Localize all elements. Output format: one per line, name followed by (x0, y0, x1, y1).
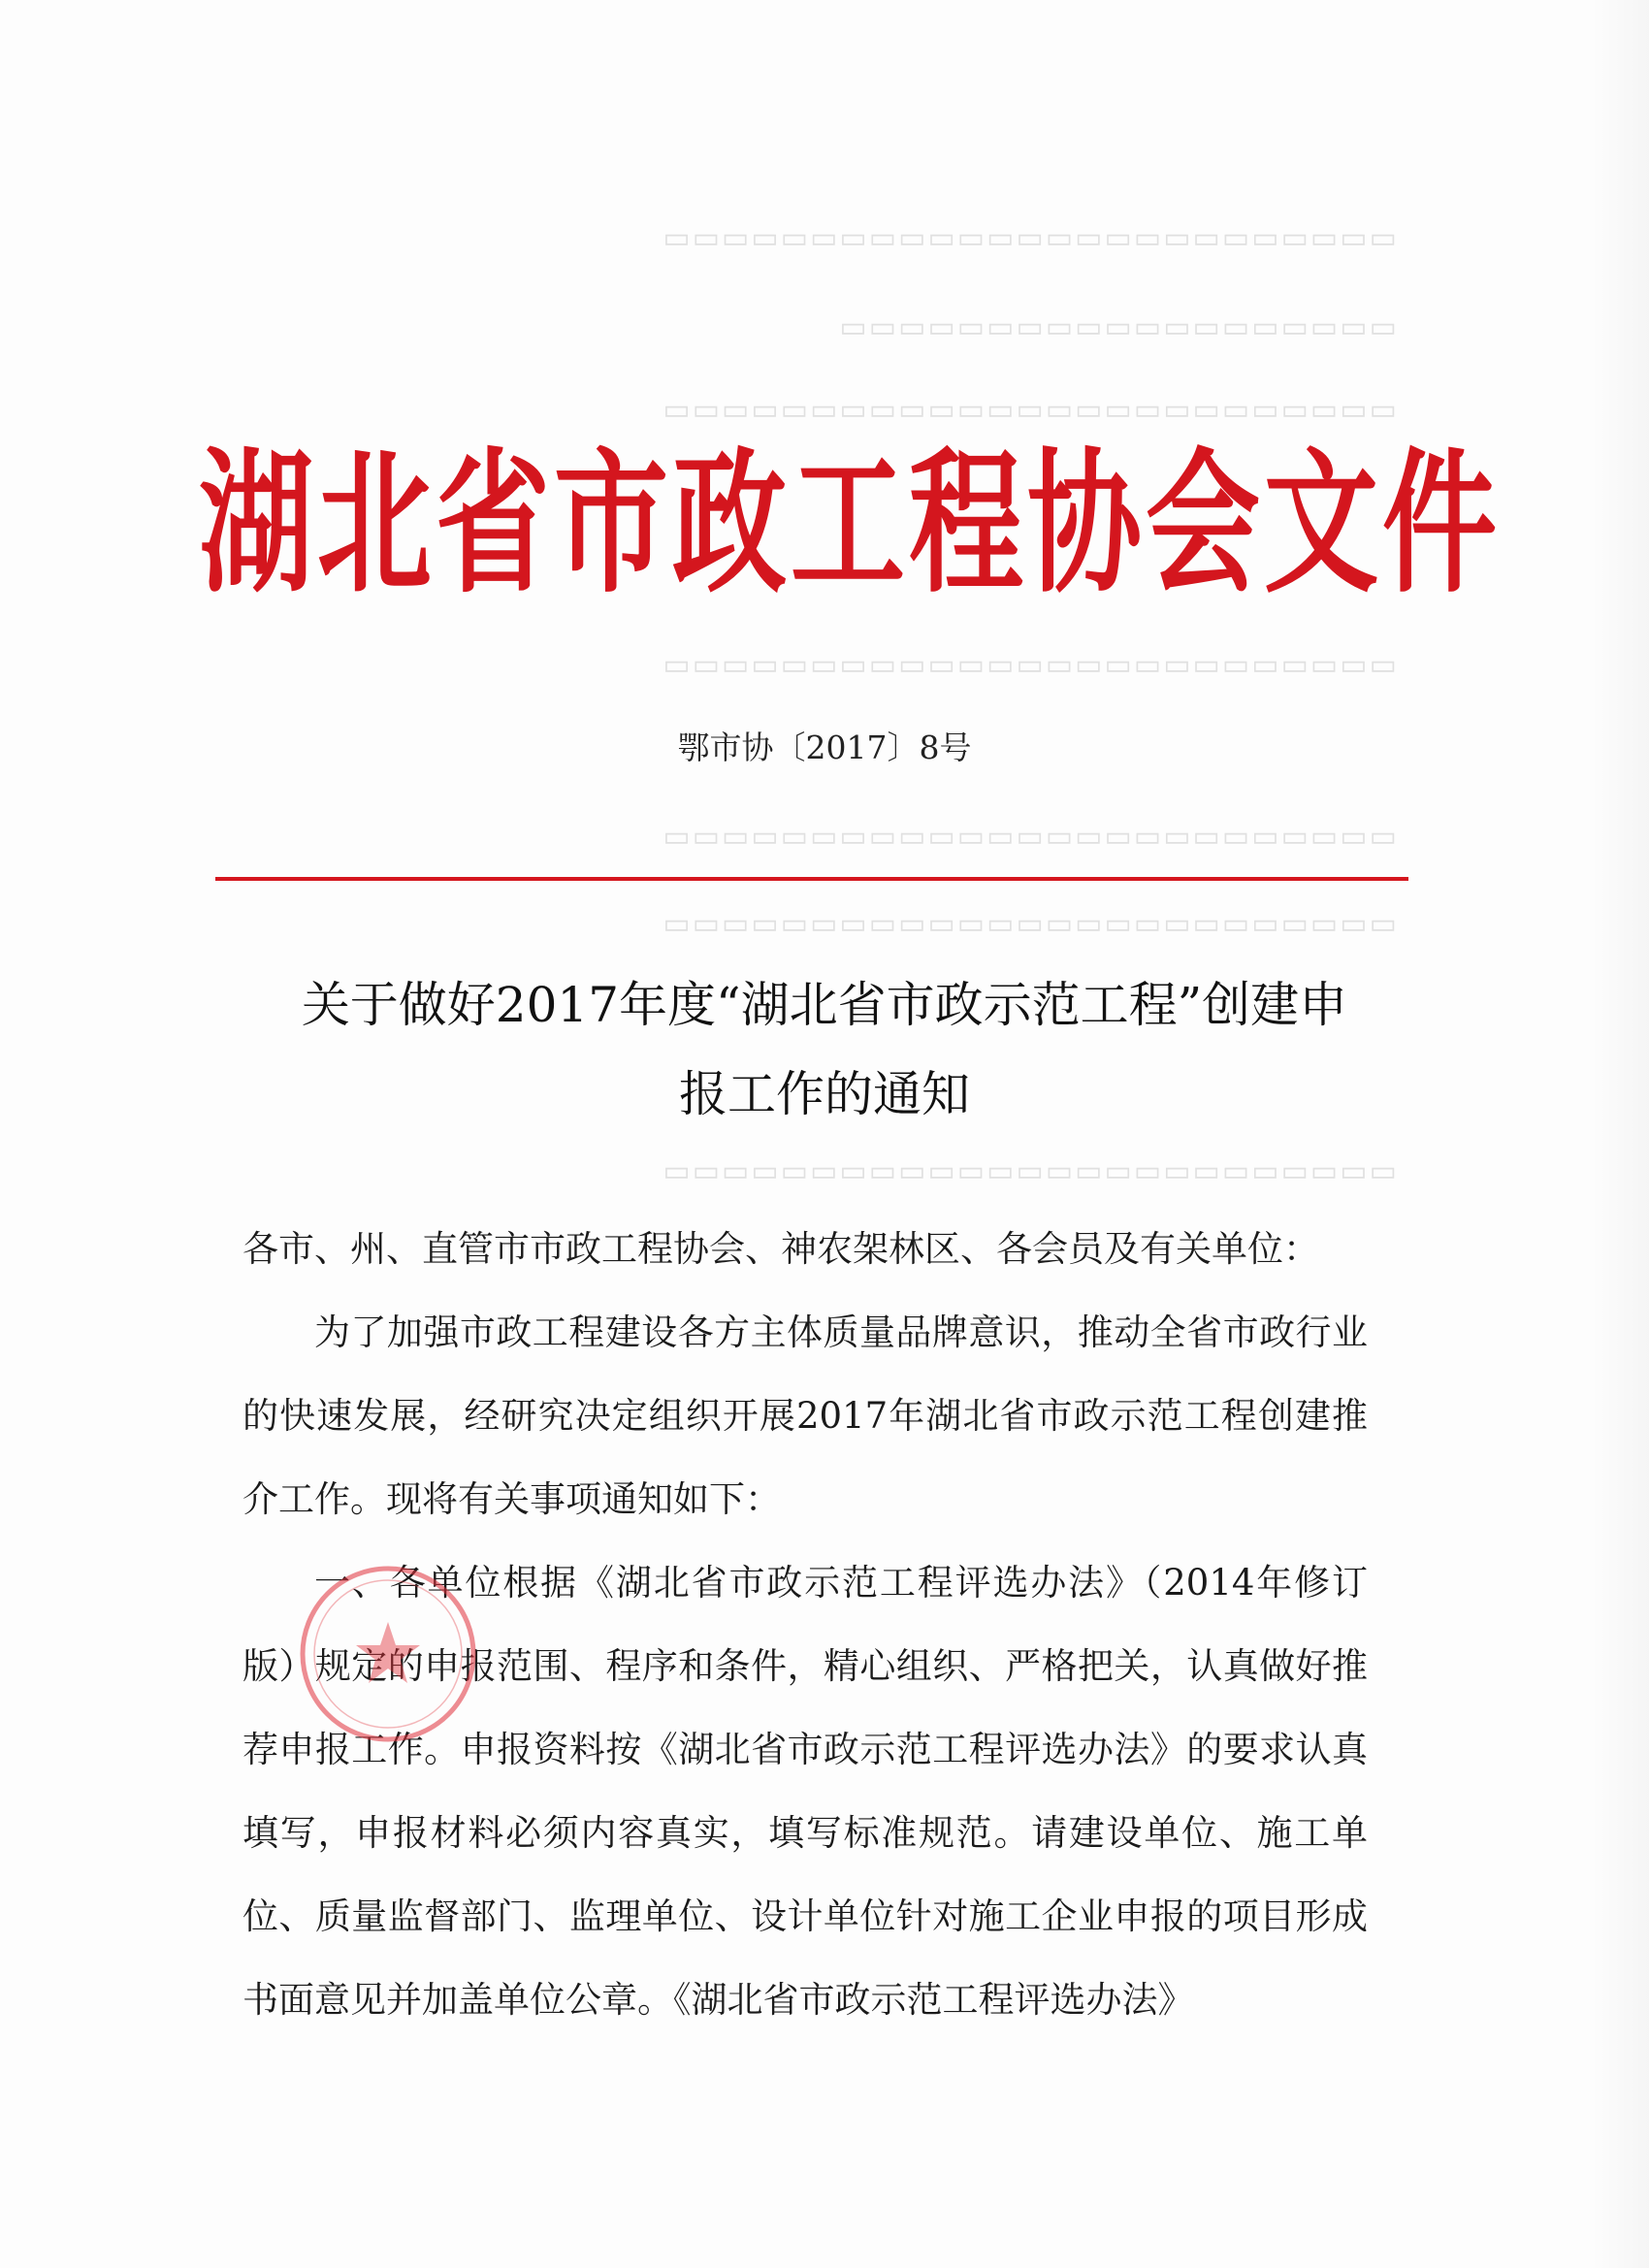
salutation: 各市、州、直管市市政工程协会、神农架林区、各会员及有关单位： (242, 1228, 1319, 1270)
show-through-line: ▭▭▭▭▭▭▭▭▭▭▭▭▭▭▭▭▭▭▭ (837, 310, 1397, 344)
show-through-line: ▭▭▭▭▭▭▭▭▭▭▭▭▭▭▭▭▭▭▭▭▭▭▭▭▭ (661, 648, 1397, 682)
notice-title-line-2: 报工作的通知 (679, 1066, 970, 1122)
show-through-line: ▭▭▭▭▭▭▭▭▭▭▭▭▭▭▭▭▭▭▭▭▭▭▭▭▭ (661, 1154, 1397, 1188)
red-circular-seal-icon (296, 1562, 480, 1746)
document-number: 鄂市协〔2017〕8号 (677, 729, 972, 766)
show-through-line: ▭▭▭▭▭▭▭▭▭▭▭▭▭▭▭▭▭▭▭▭▭▭▭▭▭ (661, 393, 1397, 427)
scan-edge-shadow (1591, 0, 1649, 2268)
notice-title (252, 960, 1397, 1139)
notice-title-line-1: 关于做好2017年度“湖北省市政示范工程”创建申 (301, 977, 1348, 1033)
org-header-title: 湖北省市政工程协会文件 (199, 432, 1502, 614)
show-through-line: ▭▭▭▭▭▭▭▭▭▭▭▭▭▭▭▭▭▭▭▭▭▭▭▭▭ (661, 907, 1397, 941)
paragraph-intro: 为了加强市政工程建设各方主体质量品牌意识，推动全省市政行业的快速发展，经研究决定组织开展2017年湖北省市政示范工程创建推介工作。现将有关事项通知如下： (242, 1312, 1368, 1520)
show-through-line: ▭▭▭▭▭▭▭▭▭▭▭▭▭▭▭▭▭▭▭▭▭▭▭▭▭ (661, 221, 1397, 255)
header-divider (215, 877, 1408, 881)
paragraph-item-1: 一、各单位根据《湖北省市政示范工程评选办法》（2014年修订版）规定的申报范围、程序和条件，精心组织、严格把关，认真做好推荐申报工作。申报资料按《湖北省市政示范工程评选办法》的要求认真填写，申报材料必须内容真实，填写标准规范。请建设单位、施工单位、质量监督部门、监理单位、设计单位针对施工企业申报的项目形成书面意见并加盖单位公章。《湖北省市政示范工程评选办法》 (242, 1562, 1368, 2021)
show-through-line: ▭▭▭▭▭▭▭▭▭▭▭▭▭▭▭▭▭▭▭▭▭▭▭▭▭ (661, 820, 1397, 854)
